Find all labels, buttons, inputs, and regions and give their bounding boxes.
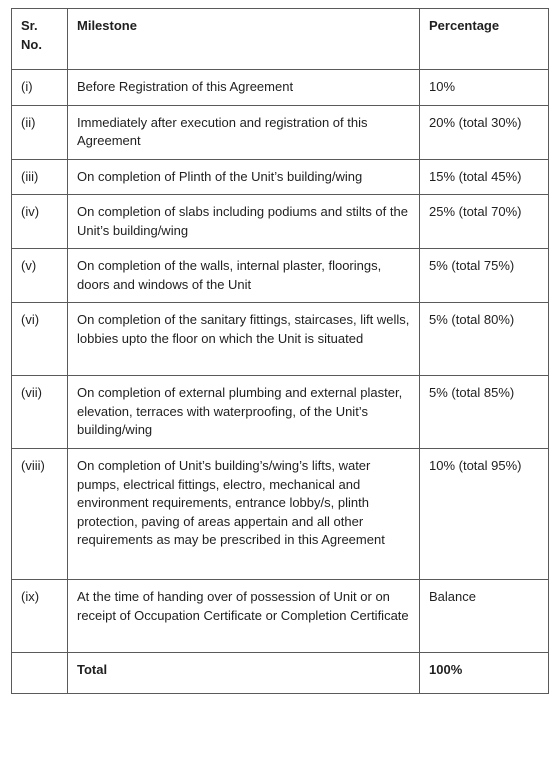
- row-sr-no: (ii): [12, 105, 68, 159]
- row-percentage: 10%: [420, 70, 549, 106]
- total-sr-no: [12, 653, 68, 694]
- total-percentage: 100%: [420, 653, 549, 694]
- table-row: [12, 449, 549, 580]
- header-milestone: Milestone: [68, 9, 420, 70]
- row-sr-no: (iii): [12, 159, 68, 195]
- row-milestone: On completion of the sanitary fittings, staircases, lift wells, lobbies upto the floor on which the Unit is situated: [68, 303, 420, 376]
- row-sr-no: (vii): [12, 376, 68, 449]
- header-percentage: Percentage: [420, 9, 549, 70]
- row-sr-no: (i): [12, 70, 68, 106]
- row-percentage: 5% (total 75%): [420, 249, 549, 303]
- row-sr-no: (ix): [12, 580, 68, 653]
- row-percentage: 10% (total 95%): [420, 449, 549, 580]
- row-percentage: 5% (total 85%): [420, 376, 549, 449]
- row-milestone: On completion of slabs including podiums and stilts of the Unit’s building/wing: [68, 195, 420, 249]
- row-milestone: Before Registration of this Agreement: [68, 70, 420, 106]
- row-milestone: On completion of external plumbing and external plaster, elevation, terraces with waterproofing, of the Unit’s building/wing: [68, 376, 420, 449]
- row-percentage: 20% (total 30%): [420, 105, 549, 159]
- table-row: [12, 376, 549, 449]
- row-percentage: 15% (total 45%): [420, 159, 549, 195]
- row-sr-no: (v): [12, 249, 68, 303]
- row-percentage: Balance: [420, 580, 549, 653]
- table-row: [12, 580, 549, 653]
- row-percentage: 25% (total 70%): [420, 195, 549, 249]
- table-row: [12, 70, 549, 106]
- row-milestone: At the time of handing over of possession of Unit or on receipt of Occupation Certificate or Completion Certificate: [68, 580, 420, 653]
- row-sr-no: (iv): [12, 195, 68, 249]
- payment-schedule-table: [11, 8, 549, 694]
- table-total-row: [12, 653, 549, 694]
- table-row: [12, 195, 549, 249]
- header-sr-no: Sr. No.: [12, 9, 68, 70]
- table-row: [12, 249, 549, 303]
- row-sr-no: (viii): [12, 449, 68, 580]
- table-row: [12, 105, 549, 159]
- total-label: Total: [68, 653, 420, 694]
- table-row: [12, 159, 549, 195]
- row-percentage: 5% (total 80%): [420, 303, 549, 376]
- table-header-row: [12, 9, 549, 70]
- table-row: [12, 303, 549, 376]
- row-milestone: On completion of Unit’s building’s/wing’s lifts, water pumps, electrical fittings, electro, mechanical and environment requirements, entrance lobby/s, plinth protection, paving of areas appertain and all other requirements as may be prescribed in this Agreement: [68, 449, 420, 580]
- row-sr-no: (vi): [12, 303, 68, 376]
- row-milestone: Immediately after execution and registration of this Agreement: [68, 105, 420, 159]
- row-milestone: On completion of the walls, internal plaster, floorings, doors and windows of the Unit: [68, 249, 420, 303]
- row-milestone: On completion of Plinth of the Unit’s building/wing: [68, 159, 420, 195]
